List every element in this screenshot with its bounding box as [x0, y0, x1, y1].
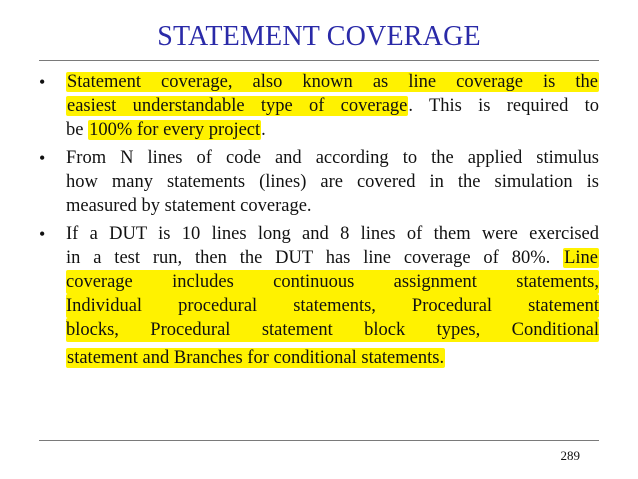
bullet-line: measured by statement coverage.	[66, 196, 312, 216]
highlighted-text: statement and Branches for conditional statements.	[67, 348, 445, 368]
bullet-marker: •	[39, 224, 46, 244]
bullet-line	[66, 118, 599, 142]
bullet-line	[66, 246, 599, 270]
highlighted-line: coverage includes continuous assignment statements,	[66, 272, 599, 292]
bullet-line	[66, 345, 599, 371]
bullet-item-statement-coverage	[39, 70, 599, 142]
bullet-line: how many statements (lines) are covered in the simulation is	[66, 172, 599, 192]
slide-title: STATEMENT COVERAGE	[157, 21, 481, 52]
bullet-text: . This is required to	[408, 96, 599, 116]
title-divider	[39, 60, 599, 61]
bullet-item-n-lines	[39, 146, 599, 218]
bullet-line	[66, 94, 599, 118]
bullet-line	[66, 70, 599, 94]
highlighted-text: Statement coverage, also known as line coverage is the	[67, 72, 598, 92]
bullet-list	[39, 70, 599, 375]
page-number: 289	[560, 448, 580, 463]
highlighted-line: blocks, Procedural statement block types, Conditional	[66, 320, 599, 340]
footer-divider	[39, 440, 599, 441]
bullet-marker: •	[39, 72, 46, 92]
bullet-text: .	[261, 120, 266, 140]
bullet-marker: •	[39, 148, 46, 168]
highlighted-line: Individual procedural statements, Procedural statement	[66, 296, 599, 316]
bullet-text: in a test run, then the DUT has line coverage of 80%.	[66, 248, 564, 268]
bullet-text: be	[66, 120, 89, 140]
bullet-line: If a DUT is 10 lines long and 8 lines of them were exercised	[66, 224, 599, 244]
highlighted-text: Line	[564, 248, 598, 268]
bullet-line: From N lines of code and according to the applied stimulus	[66, 148, 599, 168]
highlighted-text: 100% for every project	[89, 120, 261, 140]
bullet-item-dut-example	[39, 222, 599, 371]
highlighted-text: easiest understandable type of coverage	[67, 96, 408, 116]
